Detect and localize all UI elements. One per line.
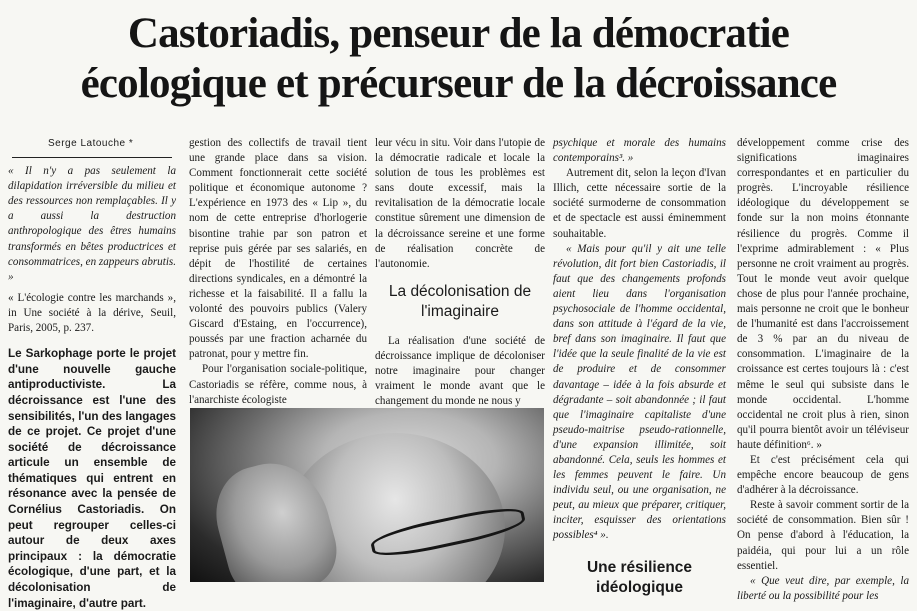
- author-byline: Serge Latouche *: [48, 138, 134, 149]
- headline-line-2: écologique et précurseur de la décroissance: [80, 60, 837, 107]
- col5-paragraph-4: « Que veut dire, par exemple, la liberté ou la possibilité pour les: [737, 574, 909, 602]
- section-heading-decolonisation: La décolonisation de l'imaginaire: [388, 282, 532, 320]
- col5-paragraph-2: Et c'est précisément cela qui empêche encore beaucoup de gens d'adhérer à la décroissance.: [737, 453, 909, 497]
- column-1: [8, 136, 176, 611]
- section-heading-resilience: Une résilience idéologique: [586, 558, 693, 596]
- column-2: [189, 136, 367, 408]
- col3-paragraph-2: La réalisation d'une société de décroissance implique de décoloniser notre imaginaire pour changer vraiment le monde avant que le changement du monde ne nous y: [375, 334, 545, 408]
- column-4: [553, 136, 726, 610]
- col4-quote-castoriadis: « Mais pour qu'il y ait une telle révolution, dit fort bien Castoriadis, il faut que des changements profonds aient lieu dans l'organisation psychosociale de l'homme occidental, dans son attitude à l'égard de la vie, bref dans son imaginaire. Il faut que l'idée que la seule finalité de la vie est de produire et de consommer davantage – idée à la fois absurde et dégradante – soit abandonnée ; il faut que l'imaginaire capitaliste d'une pseudo-maitrise pseudo-rationnelle, d'une expansion illimitée, soit abandonné. Cela, seuls les hommes et les femmes peuvent le faire. Un individu seul, ou une organisation, ne peut, au mieux que préparer, critiquer, inciter, esquisser des orientations possibles⁴ ».: [553, 242, 726, 542]
- column-5: [737, 136, 909, 604]
- col5-paragraph-1: développement comme crise des significations imaginaires correspondantes et en particulier du progrès. L'incroyable résilience idéologique du développement se fonde sur la non moins étonnante résilience du progrès. Comme il l'exprime admirablement : « Plus personne ne croit vraiment au progrès. Tout le monde veut avoir quelque chose de plus pour l'année prochaine, mais personne ne croit que le bonheur de l'humanité est dans l'accroissement de 3 % par an du niveau de consommation. L'imaginaire de la croissance est certes toujours là : c'est même le seul qui subsiste dans le monde occidental. L'homme occidental ne croit plus à rien, sinon qu'il pourra bientôt avoir un téléviseur haute définition⁶. »: [737, 137, 909, 451]
- col2-paragraph-2: Pour l'organisation sociale-politique, Castoriadis se réfère, comme nous, à l'anarchiste écologiste: [189, 363, 367, 406]
- lead-paragraph: Le Sarkophage porte le projet d'une nouvelle gauche antiproductiviste. La décroissance est l'une des sensibilités, l'un des langages de ce projet. Ce projet d'une société de décroissance articule un ensemble de thématiques qui entrent en résonance avec la pensée de Cornélius Castoriadis. On peut regrouper celles-ci autour de deux axes principaux : la démocratie écologique, d'une part, et la décolonisation de l'imaginaire, d'autre part.: [8, 347, 176, 610]
- col4-paragraph-1: psychique et morale des humains contemporains³. »: [553, 137, 726, 165]
- col2-paragraph-1: gestion des collectifs de travail tient une grande place dans sa vision. Comment fonctionnerait cette société politique et économique autonome ? L'expérience en 1973 des « Lip », du nom de cette entreprise d'horlogerie bisontine trahie par son patron et reprise puis gérée par ses salariés, en dépit de l'hostilité de certaines directions syndicales, en a démontré la richesse et la faisabilité. Il a fallu la volonté des pouvoirs publics (Valery Giscard d'Estaing, en l'occurrence), poussés par une fraction acharnée du patronat, pour y mettre fin.: [189, 137, 367, 361]
- headline-line-1: Castoriadis, penseur de la démocratie: [127, 10, 790, 57]
- column-3: [375, 136, 545, 409]
- col3-paragraph-1: leur vécu in situ. Voir dans l'utopie de la démocratie radicale et locale la solution de tous les problèmes est sans doute excessif, mais la revitalisation de la démocratie locale constitue sûrement une dimension de la décroissance sereine et une forme de réalisation concrète de l'autonomie.: [375, 137, 545, 270]
- epigraph-source: « L'écologie contre les marchands », in Une société à la dérive, Seuil, Paris, 2005, p. 237.: [8, 291, 176, 335]
- col4-paragraph-2: Autrement dit, selon la leçon d'Ivan Illich, cette nécessaire sortie de la société surmoderne de consommation et de spectacle est aussi éminemment souhaitable.: [553, 167, 726, 240]
- col5-paragraph-3: Reste à savoir comment sortir de la société de consommation. Bien sûr ! On pense d'abord à l'éducation, la paidéia, qui pour lui a un rôle essentiel.: [737, 499, 909, 572]
- epigraph-quote: « Il n'y a pas seulement la dilapidation irréversible du milieu et des ressources non remplaçables. Il y a aussi la destruction anthropologique des êtres humains transformés en bêtes productrices et consommatrices, en zappeurs abrutis. »: [8, 165, 176, 283]
- portrait-photo: [190, 408, 544, 582]
- byline-rule: [12, 157, 172, 158]
